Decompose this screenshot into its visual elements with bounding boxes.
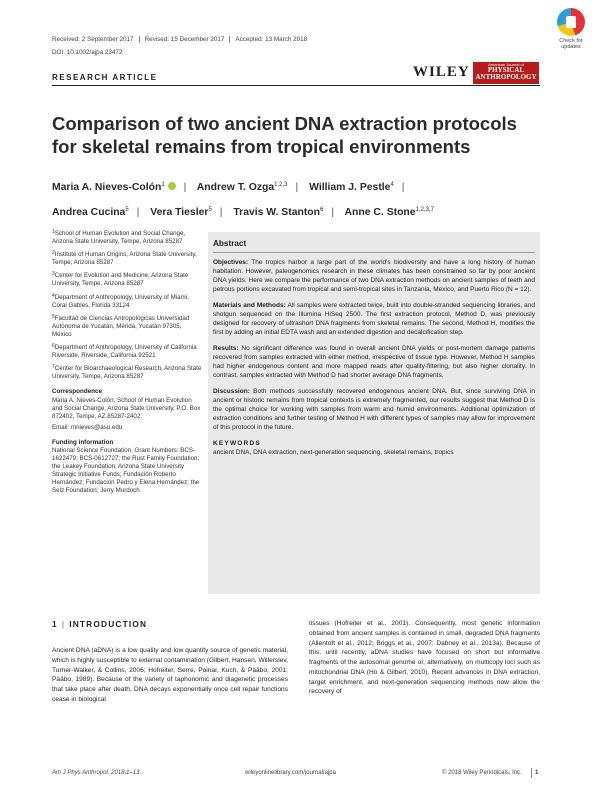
publisher-logo: WILEY bbox=[413, 64, 470, 80]
body-text-column-2: tissues (Hofreiter et al., 2001). Consequently, most genetic information obtained from ancient samples is contained in small, degraded DNA fragments (Allentoft et al., 2012; Briggs et al., 2007; Dabney et al., 2013a). Because of this, until recently, aDNA studies have focused on short but informative fragments of the autosomal genome or, alternatively, on multicopy loci such as mitochondrial DNA (Ho & Gilbert, 2010). Recent advances in DNA extraction, target enrichment, and next-generation sequencing methods now allow the recovery of bbox=[309, 620, 540, 696]
author[interactable]: Andrea Cucina$^5$ bbox=[52, 207, 129, 218]
author-list: Maria A. Nieves-Colón$^1$ | Andrew T. Ozga$^{1,2,3}$ | William J. Pestle$^4$ | Andrea Cucina$^5$ | Vera Tiesler$^5$ | Travis W. Stanton$^6$ | Anne C. Stone$^{1,2,3,7}$ bbox=[52, 182, 434, 218]
affiliation: $^1$School of Human Evolution and Social Change, Arizona State University, Tempe, Arizona 85287 bbox=[52, 229, 186, 246]
correspondence-text: Maria A. Nieves-Colón, School of Human Evolution and Social Change, Arizona State University, P.O. Box 872402, Tempe, AZ 85287-2402. bbox=[52, 396, 201, 420]
author[interactable]: Maria A. Nieves-Colón$^1$ bbox=[52, 182, 165, 193]
abstract-box bbox=[208, 232, 540, 594]
author[interactable]: William J. Pestle$^4$ bbox=[309, 182, 394, 193]
doi[interactable]: DOI: 10.1002/ajpa.23472 bbox=[52, 49, 123, 56]
header-rule bbox=[52, 85, 540, 86]
accepted-date: Accepted: 13 March 2018 bbox=[235, 36, 308, 44]
orcid-icon[interactable] bbox=[168, 182, 176, 190]
footer-url[interactable]: wileyonlinelibrary.com/journal/ajpa bbox=[245, 770, 336, 776]
author[interactable]: Travis W. Stanton$^6$ bbox=[233, 207, 324, 218]
body-text-column-1: Ancient DNA (aDNA) is a low quality and low quantity source of genetic material, which is highly susceptible to external contamination (Gilbert, Hansen, Willerslev, Turner-Walker, & Collins, 2006; Hofreiter, Serre, Poinar, Kuch, & Pääbo, 2001; Pääbo, 1989). Because of the variety of taphonomic and diagenetic processes that take place after death, DNA decays exponentially once cell repair functions cease in biological bbox=[52, 647, 288, 703]
author[interactable]: Vera Tiesler$^5$ bbox=[150, 207, 212, 218]
author[interactable]: Anne C. Stone$^{1,2,3,7}$ bbox=[344, 207, 434, 218]
separator bbox=[229, 36, 230, 43]
affiliation: $^7$Center for Bioarchaeological Research, Arizona State University, Tempe, Arizona 85287 bbox=[52, 364, 202, 381]
section-heading: 1 | INTRODUCTION bbox=[52, 619, 148, 629]
abstract-results: Results: No significant difference was found in overall ancient DNA yields or post-mortem damage patterns recovered from samples extracted with either method, irrespective of tissue type. However, Method H samples had higher endogenous content and more mapped reads after quality-filtering, but also higher clonality. In contrast, samples extracted with Method D had shorter average DNA fragments. bbox=[213, 345, 535, 379]
journal-logo: American Journal of PHYSICAL ANTHROPOLOGY bbox=[473, 62, 539, 84]
funding-text: National Science Foundation, Grant Numbers: BCS-1622479; BCS-0612727; the Rust Family Foundation; the Leakey Foundation; Arizona State University Strategic Initiative Funds; Fundación Roberto Hernández; Fundación Pedro y Elena Hernández; the Selz Foundation; Jerry Murdoch bbox=[52, 446, 200, 495]
footer-separator bbox=[531, 768, 532, 778]
author[interactable]: Andrew T. Ozga$^{1,2,3}$ bbox=[196, 182, 288, 193]
affiliation: $^5$Facultad de Ciencias Antropológicas Universidad Autónoma de Yucatán, Mérida, Yucatán 97305, México bbox=[52, 313, 190, 338]
received-date: Received: 2 September 2017 bbox=[52, 36, 134, 44]
funding-heading: Funding information bbox=[52, 438, 114, 446]
paper-title: Comparison of two ancient DNA extraction protocols for skeletal remains from tropical environments bbox=[52, 113, 517, 157]
separator bbox=[139, 36, 140, 43]
page-number: 1 bbox=[535, 770, 539, 776]
abstract-objectives: Objectives: The tropics harbor a large part of the world's biodiversity and have a long history of human habitation. However, paleogenomics research in these climates has been constrained so far by poor ancient DNA yields. Here we compare the performance of two DNA extraction methods on ancient samples of teeth and petrous portions excavated from tropical and semi-tropical sites in Tanzania, Mexico, and Puerto Rico (N = 12). bbox=[213, 259, 535, 293]
article-type: RESEARCH ARTICLE bbox=[52, 73, 158, 82]
abstract-methods: Materials and Methods: All samples were extracted twice, built into double-stranded sequencing libraries, and shotgun sequenced on the Illumina HiSeq 2500. The first extraction protocol, Method D, was previously designed for recovery of ultrashort DNA fragments from skeletal remains. The second, Method H, modifies the first by adding an initial EDTA wash and an extended digestion and decalcification step. bbox=[213, 302, 536, 336]
keywords-heading: KEYWORDS bbox=[213, 440, 261, 447]
footer-journal: Am J Phys Anthropol. 2018;1–13. bbox=[52, 770, 142, 776]
affiliation: $^4$Department of Anthropology, University of Miami, Coral Gables, Florida 33124 bbox=[52, 292, 189, 309]
bookmark-icon bbox=[557, 8, 585, 36]
correspondence-heading: Correspondence bbox=[52, 388, 103, 396]
footer-copyright: © 2018 Wiley Periodicals, Inc. bbox=[442, 770, 522, 776]
affiliation: $^3$Center for Evolution and Medicine, Arizona State University, Tempe, Arizona 85287 bbox=[52, 271, 189, 288]
abstract-heading: Abstract bbox=[213, 239, 535, 253]
affiliations-column bbox=[52, 228, 202, 499]
keywords: ancient DNA, DNA extraction, next-generation sequencing, skeletal remains, tropics bbox=[213, 449, 454, 456]
check-for-updates-badge[interactable] bbox=[553, 8, 589, 54]
affiliation: $^2$Institute of Human Origins, Arizona State University, Tempe, Arizona 85287 bbox=[52, 250, 197, 267]
revised-date: Revised: 15 December 2017 bbox=[144, 36, 225, 44]
article-dates bbox=[52, 36, 307, 43]
abstract-discussion: Discussion: Both methods successfully recovered endogenous ancient DNA. But, since surviving DNA in ancient or historic remains from tropical contexts is extremely fragmented, our results suggest that Method D is the optimal choice for working with samples from warm and humid environments. Additional optimization of extraction conditions and further testing of Method H with different types of samples may allow for improvement of this protocol in the future. bbox=[213, 388, 535, 431]
affiliation: $^6$Department of Anthropology, University of California Riverside, Riverside, California 92521 bbox=[52, 343, 197, 360]
check-updates-label: Check for updates bbox=[559, 38, 583, 50]
correspondence-email[interactable]: Email: mnieves@asu.edu bbox=[52, 423, 123, 431]
